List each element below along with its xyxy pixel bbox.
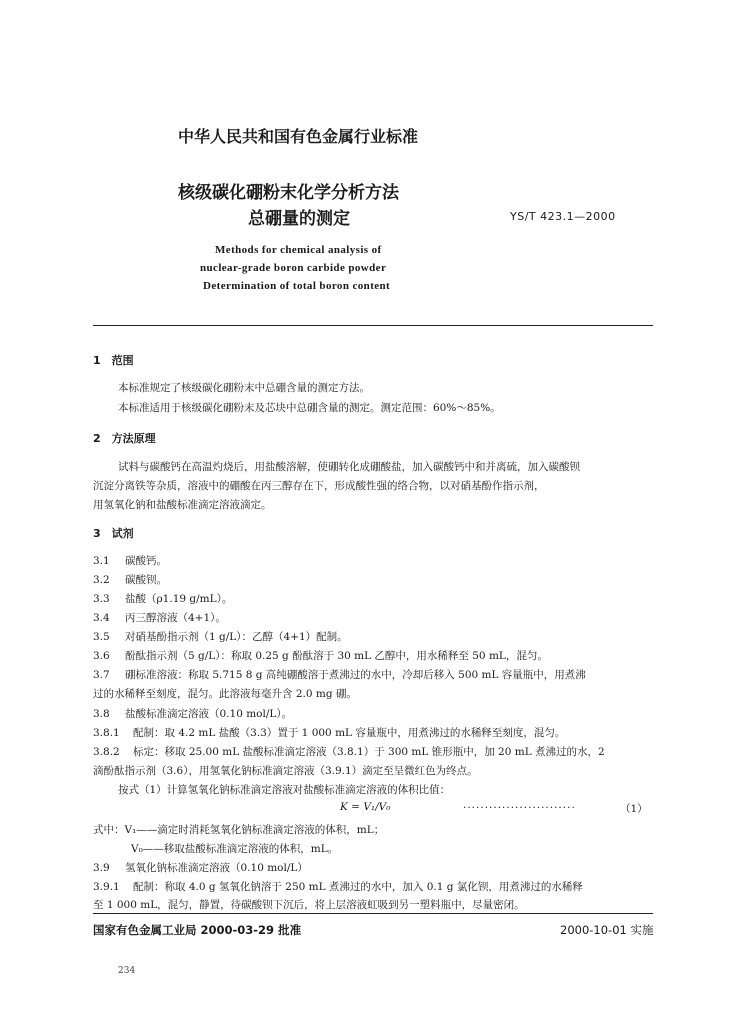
clause-number: 3.7 (93, 669, 110, 681)
clause-number: 3.8.2 (93, 746, 120, 758)
reagent-3-8-2 (93, 744, 605, 759)
section-2-line-3: 用氢氧化钠和盐酸标准滴定溶液滴定。 (93, 499, 272, 511)
reagent-3-2 (93, 572, 167, 587)
formula-leader: ·························· (463, 802, 576, 814)
approval-date: 国家有色金属工业局 2000-03-29 批准 (93, 923, 302, 937)
section-2-heading: 2 方法原理 (93, 432, 156, 445)
clause-text: 盐酸（ρ1.19 g/mL）。 (125, 593, 233, 605)
reagent-3-8-2-cont: 滴酚酞指示剂（3.6），用氢氧化钠标准滴定溶液（3.9.1）滴定至呈微红色为终点。 (93, 765, 478, 777)
clause-text: 配制：称取 4.0 g 氢氧化钠溶于 250 mL 煮沸过的水中，加入 0.1 g 氯化钡，用煮沸过的水稀释 (133, 881, 583, 893)
reagent-3-7-cont: 过的水稀释至刻度，混匀。此溶液每毫升含 2.0 mg 硼。 (93, 688, 357, 700)
english-title-3: Determination of total boron content (203, 280, 391, 292)
clause-number: 3.2 (93, 574, 110, 586)
reagent-3-8-1 (93, 725, 565, 740)
clause-number: 3.3 (93, 593, 110, 605)
clause-text: 标定：移取 25.00 mL 盐酸标准滴定溶液（3.8.1）于 300 mL 锥形瓶中，加 20 mL 煮沸过的水，2 (133, 746, 605, 758)
section-1-paragraph-2: 本标准适用于核级碳化硼粉末及芯块中总硼含量的测定。测定范围：60%～85%。 (118, 402, 501, 414)
section-1-paragraph-1: 本标准规定了核级碳化硼粉末中总硼含量的测定方法。 (118, 382, 370, 394)
title-line-1: 核级碳化硼粉末化学分析方法 (178, 183, 399, 203)
reagent-3-9 (93, 860, 308, 875)
clause-text: 碳酸钡。 (125, 574, 167, 586)
section-1-heading: 1 范围 (93, 354, 134, 367)
reagent-3-8-2-formula-intro: 按式（1）计算氢氧化钠标准滴定溶液对盐酸标准滴定溶液的体积比值： (118, 784, 451, 796)
header-divider (93, 325, 653, 326)
section-2-line-1: 试料与碳酸钙在高温灼烧后，用盐酸溶解，使硼转化成硼酸盐，加入碳酸钙中和并离硫，加入碳酸钡 (118, 461, 580, 473)
clause-text: 对硝基酚指示剂（1 g/L）：乙醇（4+1）配制。 (125, 631, 348, 643)
reagent-3-5 (93, 629, 348, 644)
clause-number: 3.1 (93, 555, 110, 567)
reagent-3-4 (93, 610, 226, 625)
clause-number: 3.8 (93, 708, 110, 720)
clause-number: 3.4 (93, 612, 110, 624)
where-clause-2: V₀——移取盐酸标准滴定溶液的体积，mL。 (131, 843, 339, 855)
reagent-3-1 (93, 553, 167, 568)
clause-text: 盐酸标准滴定溶液（0.10 mol/L）。 (125, 708, 293, 720)
reagent-3-9-1 (93, 879, 583, 894)
reagent-3-6 (93, 648, 548, 663)
reagent-3-8 (93, 706, 292, 721)
english-title-1: Methods for chemical analysis of (215, 244, 382, 256)
implementation-date: 2000-10-01 实施 (560, 923, 654, 937)
clause-text: 氢氧化钠标准滴定溶液（0.10 mol/L） (125, 862, 308, 874)
page-number: 234 (118, 966, 136, 976)
standard-organization: 中华人民共和国有色金属行业标准 (178, 127, 419, 146)
reagent-3-3 (93, 591, 232, 606)
clause-text: 碳酸钙。 (125, 555, 167, 567)
clause-number: 3.9 (93, 862, 110, 874)
formula: K = V₁/V₀ (340, 801, 391, 813)
footer-divider (93, 913, 653, 914)
standard-number: YS/T 423.1—2000 (510, 210, 616, 223)
english-title-2: nuclear-grade boron carbide powder (200, 262, 387, 274)
formula-number: （1） (620, 803, 648, 815)
clause-number: 3.8.1 (93, 727, 120, 739)
title-line-2: 总硼量的测定 (248, 209, 350, 229)
clause-text: 配制：取 4.2 mL 盐酸（3.3）置于 1 000 mL 容量瓶中，用煮沸过的水稀释至刻度，混匀。 (133, 727, 566, 739)
where-clause-1: 式中：V₁——滴定时消耗氢氧化钠标准滴定溶液的体积，mL； (93, 824, 385, 836)
clause-text: 硼标准溶液：称取 5.715 8 g 高纯硼酸溶于煮沸过的水中，冷却后移入 500 mL 容量瓶中，用煮沸 (125, 669, 586, 681)
clause-number: 3.9.1 (93, 881, 120, 893)
reagent-3-7 (93, 667, 586, 682)
section-3-heading: 3 试剂 (93, 527, 134, 540)
reagent-3-9-1-cont: 至 1 000 mL，混匀，静置，待碳酸钡下沉后，将上层溶液虹吸到另一塑料瓶中，尽量密闭。 (93, 899, 525, 911)
clause-text: 酚酞指示剂（5 g/L）：称取 0.25 g 酚酞溶于 30 mL 乙醇中，用水稀释至 50 mL，混匀。 (125, 650, 548, 662)
section-2-line-2: 沉淀分离铁等杂质，溶液中的硼酸在丙三醇存在下，形成酸性强的络合物，以对硝基酚作指示剂， (93, 480, 545, 492)
clause-text: 丙三醇溶液（4+1）。 (125, 612, 226, 624)
clause-number: 3.5 (93, 631, 110, 643)
clause-number: 3.6 (93, 650, 110, 662)
